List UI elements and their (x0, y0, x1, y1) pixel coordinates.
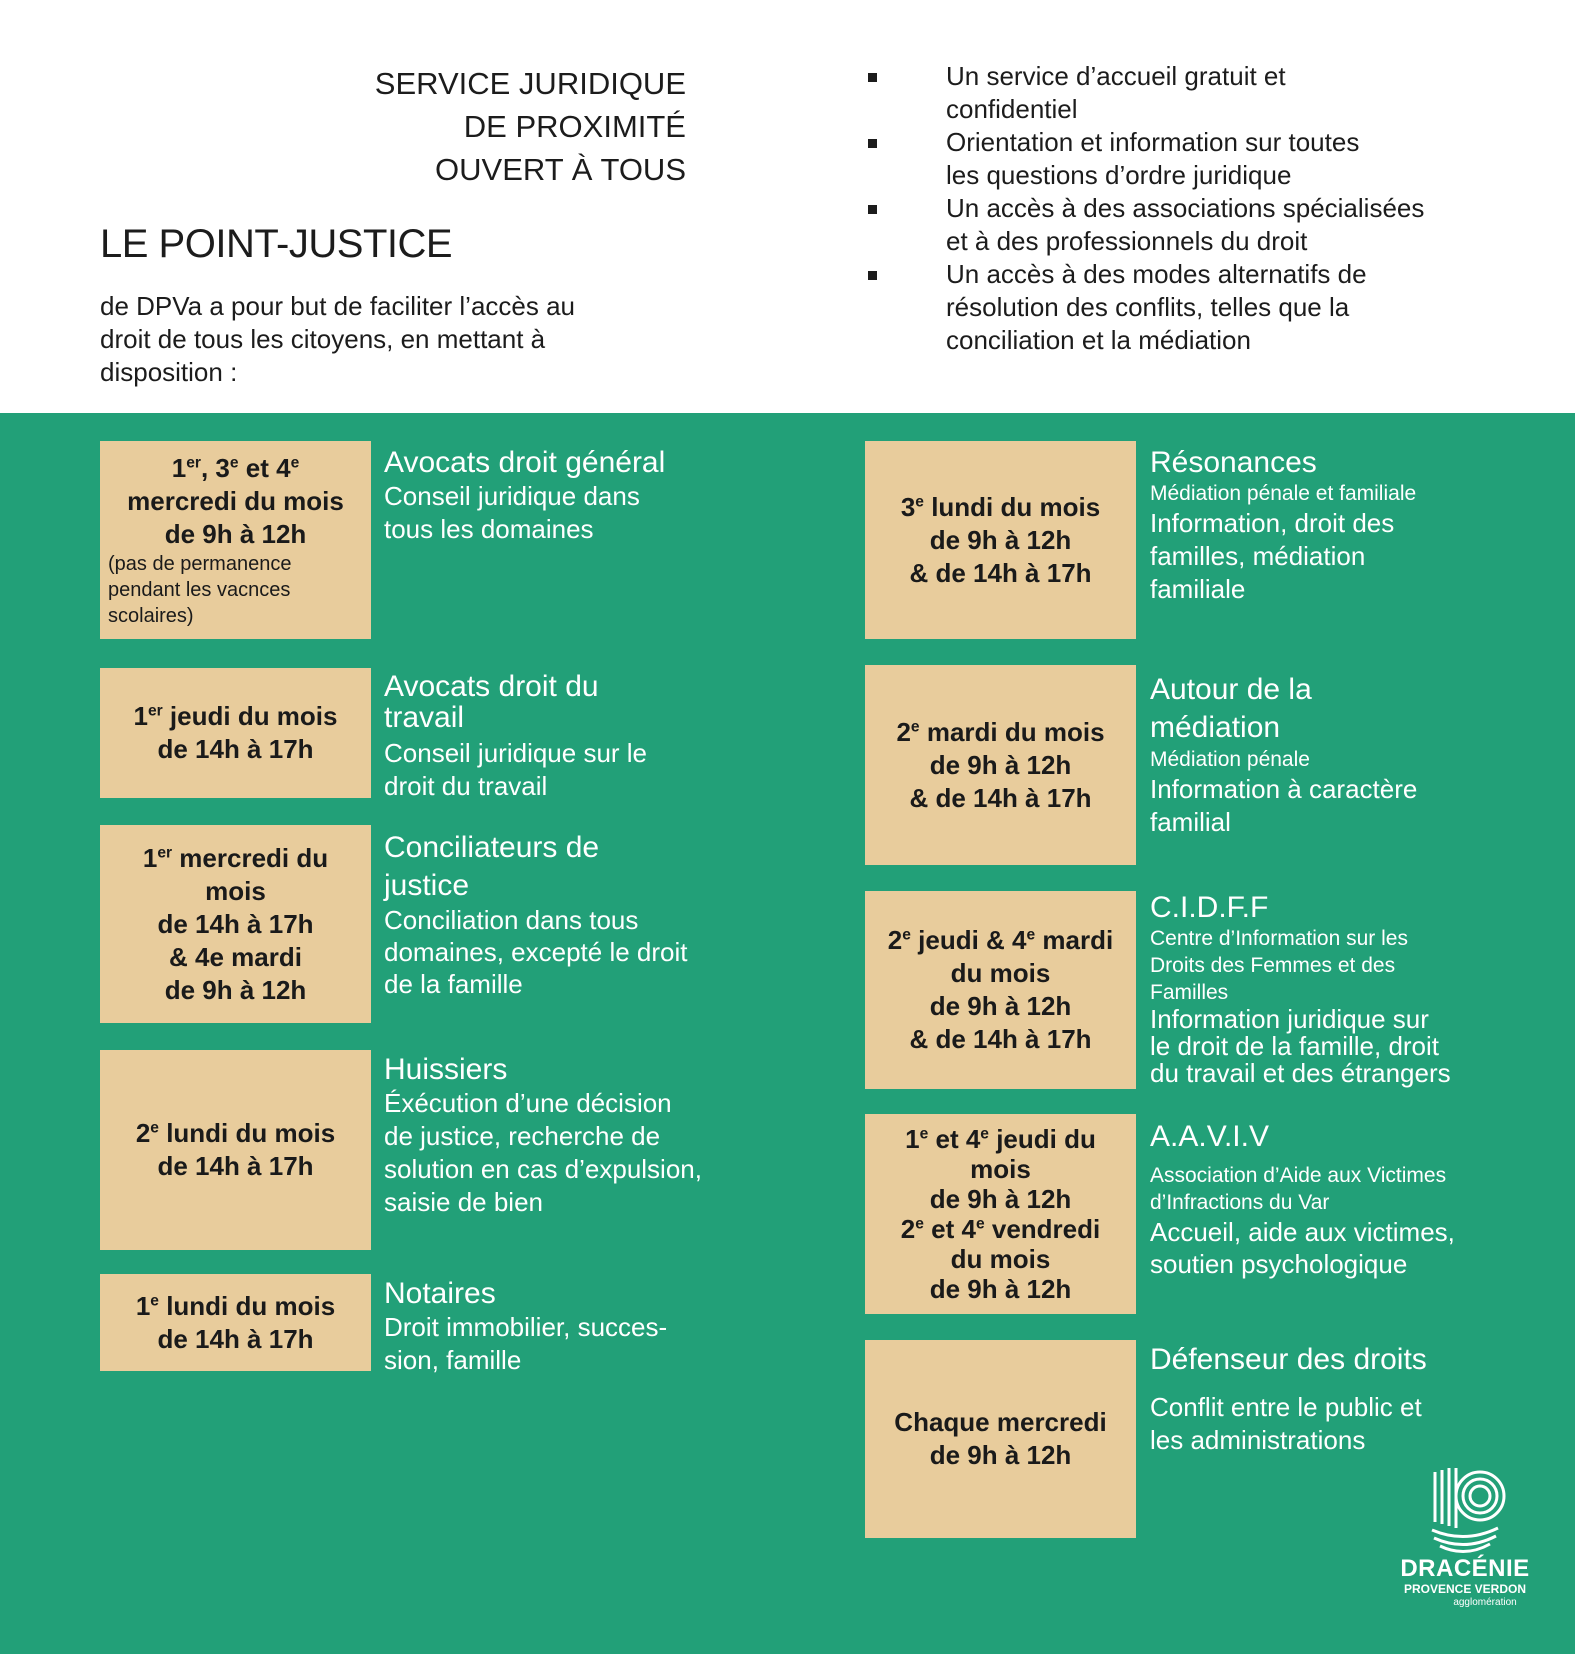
service-subtitle: Association d’Aide aux Victimes (1150, 1164, 1447, 1187)
schedule-line: de 9h à 12h (929, 1274, 1072, 1304)
service-info-avocats-general (384, 446, 665, 546)
bullet-line: Un service d’accueil gratuit et (946, 61, 1286, 91)
service-desc: familles, médiation (1150, 541, 1366, 571)
service-title: justice (384, 869, 470, 902)
service-desc: familial (1150, 807, 1231, 837)
bullet-line: Orientation et information sur toutes (946, 127, 1360, 157)
bullet-list (868, 60, 1548, 357)
schedule-line: de 9h à 12h (929, 749, 1072, 780)
schedule-box-autour-mediation (865, 665, 1136, 865)
schedule-line: de 14h à 17h (157, 908, 314, 939)
service-desc: Conciliation dans tous (384, 905, 639, 935)
schedule-line: de 9h à 12h (164, 518, 307, 549)
service-desc: domaines, excepté le droit (384, 937, 688, 967)
service-desc: Accueil, aide aux victimes, (1150, 1217, 1455, 1247)
service-desc: familiale (1150, 574, 1246, 604)
bullet-item (868, 258, 1548, 357)
service-title: Défenseur des droits (1150, 1343, 1427, 1376)
square-bullet-icon (868, 271, 877, 280)
square-bullet-icon (868, 73, 877, 82)
schedule-box-huissiers (100, 1050, 371, 1250)
schedule-line: 2e mardi du mois (896, 716, 1105, 747)
intro-text (100, 290, 660, 389)
bullet-item (868, 60, 1548, 126)
service-info-defenseur (1150, 1343, 1427, 1457)
schedule-line: 2e lundi du mois (135, 1118, 336, 1148)
schedule-line: de 14h à 17h (157, 1323, 314, 1354)
service-title: A.A.V.I.V (1150, 1120, 1269, 1153)
service-desc: de la famille (384, 969, 523, 999)
schedule-box-aaviv (865, 1114, 1136, 1314)
service-desc: Droit immobilier, succes- (384, 1312, 668, 1342)
schedule-box-notaires (100, 1274, 371, 1371)
service-desc: Éxécution d’une décision (384, 1088, 672, 1118)
service-desc: solution en cas d’expulsion, (384, 1154, 702, 1184)
service-subtitle: Médiation pénale et familiale (1150, 482, 1417, 505)
schedule-line: 3e lundi du mois (900, 491, 1101, 522)
service-title: Notaires (384, 1277, 496, 1310)
tagline-line: SERVICE JURIDIQUE (374, 66, 686, 101)
schedule-line: & de 14h à 17h (909, 782, 1092, 813)
service-subtitle: Centre d’Information sur les (1150, 927, 1408, 950)
schedule-box-resonances (865, 441, 1136, 639)
service-desc: sion, famille (384, 1345, 522, 1375)
schedule-line: & de 14h à 17h (909, 557, 1092, 588)
schedule-line: de 9h à 12h (929, 524, 1072, 555)
logo-small: agglomération (1453, 1597, 1517, 1608)
service-title: Huissiers (384, 1053, 508, 1086)
schedule-line: de 9h à 12h (929, 1184, 1072, 1214)
square-bullet-icon (868, 205, 877, 214)
schedule-box-defenseur (865, 1340, 1136, 1538)
service-desc: Conseil juridique sur le (384, 738, 648, 768)
service-desc: saisie de bien (384, 1187, 543, 1217)
service-title: médiation (1150, 711, 1281, 744)
schedule-line: mois (205, 875, 266, 906)
service-subtitle: Familles (1150, 981, 1229, 1004)
service-title: Résonances (1150, 446, 1317, 479)
service-info-notaires (384, 1277, 667, 1377)
service-title: Conciliateurs de (384, 831, 600, 864)
service-title: travail (384, 701, 465, 734)
service-desc: les administrations (1150, 1425, 1366, 1455)
bullet-line: les questions d’ordre juridique (946, 160, 1292, 190)
service-desc: Information juridique sur (1150, 1004, 1429, 1034)
service-title: Avocats droit du (384, 670, 599, 703)
service-desc: de justice, recherche de (384, 1121, 661, 1151)
service-info-huissiers (384, 1053, 702, 1219)
bullet-line: et à des professionnels du droit (946, 226, 1308, 256)
bullet-line: conciliation et la médiation (946, 325, 1251, 355)
service-subtitle: Médiation pénale (1150, 748, 1310, 771)
bullet-item (868, 192, 1548, 258)
schedule-note: (pas de permanence pendant les vacnces scolaires) (108, 552, 292, 627)
schedule-line: & de 14h à 17h (909, 1024, 1092, 1054)
schedule-line: de 14h à 17h (157, 734, 314, 764)
schedule-line: 2e jeudi & 4e mardi (887, 925, 1114, 955)
service-desc: Conflit entre le public et (1150, 1392, 1422, 1422)
page-title: LE POINT-JUSTICE (100, 222, 453, 266)
schedule-line: 1e lundi du mois (135, 1290, 336, 1321)
square-bullet-icon (868, 139, 877, 148)
logo-wordmark (1385, 1556, 1545, 1610)
service-desc: Conseil juridique dans (384, 481, 640, 511)
schedule-line: mercredi du mois (127, 485, 344, 516)
schedule-line: de 9h à 12h (929, 1440, 1072, 1470)
schedule-box-cidff (865, 891, 1136, 1089)
schedule-line: 1er jeudi du mois (133, 701, 338, 731)
intro-line: de DPVa a pour but de faciliter l’accès au (100, 291, 576, 321)
schedule-line: de 9h à 12h (929, 991, 1072, 1021)
service-desc: le droit de la famille, droit (1150, 1031, 1440, 1061)
service-desc: du travail et des étrangers (1150, 1058, 1451, 1088)
schedule-box-avocats-travail (100, 668, 371, 798)
service-title: Avocats droit général (384, 446, 666, 479)
schedule-line: du mois (950, 1244, 1051, 1274)
schedule-line: du mois (950, 958, 1051, 988)
header-section (0, 0, 1575, 413)
schedule-box-avocats-general (100, 441, 371, 639)
logo-name: DRACÉNIE (1400, 1555, 1530, 1582)
schedule-line: Chaque mercredi (894, 1407, 1107, 1437)
tagline-line: OUVERT À TOUS (435, 152, 686, 187)
service-desc: droit du travail (384, 771, 548, 801)
service-desc: Information, droit des (1150, 508, 1395, 538)
schedule-line: 2e et 4e vendredi (900, 1214, 1101, 1244)
service-info-conciliateurs (384, 828, 688, 1000)
service-info-aaviv (1150, 1120, 1455, 1280)
schedule-line: 1er, 3e et 4e (171, 452, 300, 483)
bullet-line: confidentiel (946, 94, 1078, 124)
schedule-line: & 4e mardi (169, 941, 302, 972)
bullet-line: résolution des conflits, telles que la (946, 292, 1350, 322)
intro-line: droit de tous les citoyens, en mettant à (100, 324, 546, 354)
service-subtitle: d’Infractions du Var (1150, 1191, 1330, 1214)
service-title: C.I.D.F.F (1150, 891, 1269, 924)
service-info-autour-mediation (1150, 670, 1417, 839)
schedule-line: 1er mercredi du (142, 842, 329, 873)
schedule-line: de 14h à 17h (157, 1151, 314, 1181)
bullet-item (868, 126, 1548, 192)
bullet-line: Un accès à des modes alternatifs de (946, 259, 1367, 289)
service-desc: tous les domaines (384, 514, 594, 544)
service-subtitle: Droits des Femmes et des (1150, 954, 1396, 977)
schedule-line: 1e et 4e jeudi du (905, 1124, 1096, 1154)
intro-line: disposition : (100, 357, 238, 387)
service-desc: soutien psychologique (1150, 1249, 1408, 1279)
service-info-cidff (1150, 891, 1451, 1087)
service-desc: Information à caractère (1150, 774, 1418, 804)
tagline (300, 62, 686, 191)
service-info-avocats-travail (384, 671, 647, 803)
schedule-line: de 9h à 12h (164, 974, 307, 1005)
logo-sub: PROVENCE VERDON (1403, 1582, 1527, 1596)
tagline-line: DE PROXIMITÉ (463, 109, 686, 144)
schedule-box-conciliateurs (100, 825, 371, 1023)
service-title: Autour de la (1150, 673, 1312, 706)
bullet-line: Un accès à des associations spécialisées (946, 193, 1425, 223)
schedule-line: mois (970, 1154, 1031, 1184)
service-info-resonances (1150, 446, 1416, 606)
